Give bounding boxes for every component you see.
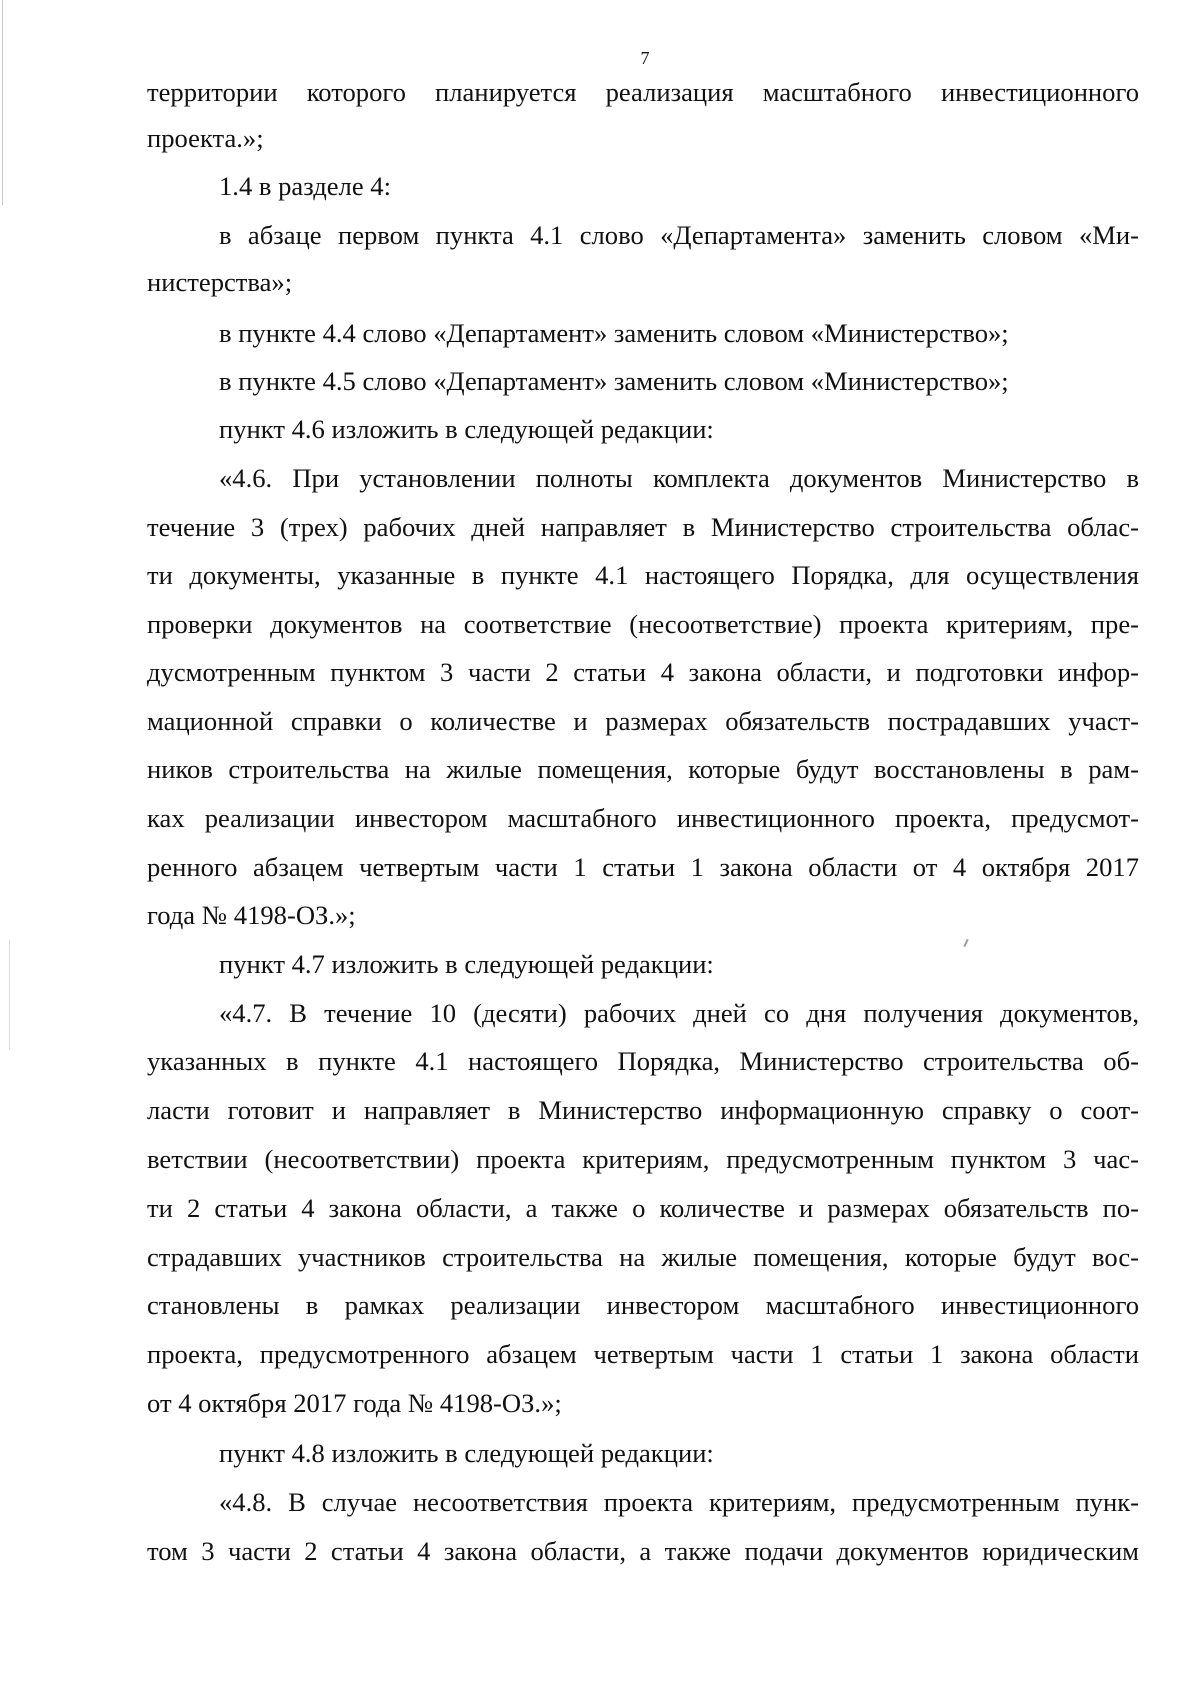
text-line: становлены в рамках реализации инвестором масштабного инвестиционного: [147, 1290, 1139, 1320]
text-line: проекта.»;: [147, 123, 264, 153]
text-line: проекта, предусмотренного абзацем четвертым части 1 статьи 1 закона области: [147, 1339, 1139, 1369]
text-line: «4.6. При установлении полноты комплекта документов Министерство в: [219, 463, 1139, 493]
page-number: 7: [640, 48, 650, 68]
text-line: ников строительства на жилые помещения, которые будут восстановлены в рам-: [147, 754, 1139, 784]
text-line: пункт 4.6 изложить в следующей редакции:: [219, 414, 714, 444]
text-line: пункт 4.8 изложить в следующей редакции:: [219, 1438, 714, 1468]
text-line: года № 4198-ОЗ.»;: [147, 900, 356, 930]
text-line: дусмотренным пунктом 3 части 2 статьи 4 закона области, и подготовки инфор-: [147, 657, 1139, 687]
text-line: от 4 октября 2017 года № 4198-ОЗ.»;: [147, 1388, 562, 1418]
text-line: пункт 4.7 изложить в следующей редакции:: [219, 949, 714, 979]
text-line: в абзаце первом пункта 4.1 слово «Департамента» заменить словом «Ми-: [219, 220, 1139, 250]
text-line: в пункте 4.5 слово «Департамент» заменить словом «Министерство»;: [219, 366, 1009, 396]
text-line: ветствии (несоответствии) проекта критериям, предусмотренным пунктом 3 час-: [147, 1144, 1139, 1174]
text-line: страдавших участников строительства на жилые помещения, которые будут вос-: [147, 1242, 1139, 1272]
text-line: территории которого планируется реализация масштабного инвестиционного: [147, 77, 1139, 107]
text-line: ти документы, указанные в пункте 4.1 настоящего Порядка, для осуществления: [147, 560, 1139, 590]
text-line: ках реализации инвестором масштабного инвестиционного проекта, предусмот-: [147, 803, 1139, 833]
text-line: том 3 части 2 статьи 4 закона области, а также подачи документов юридическим: [147, 1536, 1139, 1566]
scan-edge-line: [2, 0, 3, 205]
text-line: проверки документов на соответствие (несоответствие) проекта критериям, пре-: [147, 609, 1139, 639]
scan-edge-line: [9, 940, 10, 1050]
text-line: нистерства»;: [147, 267, 293, 297]
text-line: в пункте 4.4 слово «Департамент» заменить словом «Министерство»;: [219, 318, 1009, 348]
text-line: «4.7. В течение 10 (десяти) рабочих дней со дня получения документов,: [219, 998, 1139, 1028]
text-line: «4.8. В случае несоответствия проекта критериям, предусмотренным пунк-: [219, 1487, 1139, 1517]
text-line: мационной справки о количестве и размерах обязательств пострадавших участ-: [147, 706, 1139, 736]
text-line: течение 3 (трех) рабочих дней направляет в Министерство строительства облас-: [147, 512, 1139, 542]
scan-speck: [963, 939, 968, 947]
text-line: ти 2 статьи 4 закона области, а также о количестве и размерах обязательств по-: [147, 1193, 1139, 1223]
text-line: ренного абзацем четвертым части 1 статьи 1 закона области от 4 октября 2017: [147, 852, 1139, 882]
text-line: ласти готовит и направляет в Министерство информационную справку о соот-: [147, 1095, 1139, 1125]
text-line: указанных в пункте 4.1 настоящего Порядка, Министерство строительства об-: [147, 1046, 1139, 1076]
text-line: 1.4 в разделе 4:: [219, 171, 391, 201]
